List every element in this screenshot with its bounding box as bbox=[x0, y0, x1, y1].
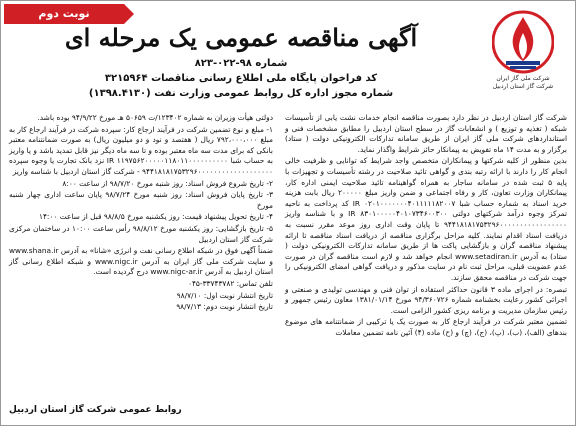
paragraph: دولتی هیأت وزیران به شماره ۱۲۳۴۰۲/ت ۵۰۶۵۹ هـ مورخ ۹۴/۹/۲۲ بوده باشد. bbox=[37, 113, 273, 122]
logo-line-1: شرکت ملی گاز ایران bbox=[496, 75, 550, 82]
ad-header bbox=[15, 23, 467, 99]
tender-code: کد فراخوان پایگاه ملی اطلاع رسانی مناقصات ۳۲۱۵۹۶۴ bbox=[104, 73, 378, 84]
ad-title: آگهی مناقصه عمومی یک مرحله ای bbox=[64, 23, 418, 52]
paragraph: ضمناً آگهی فوق در شبکه اطلاع رسانی نفت و انرژی «شانا» به آدرس www.shana.ir و سایت شرکت ملی گاز ایران به آدرس www.nigc.ir و شبکه اطلاع رسانی گاز استان اردبیل به آدرس www.nigc-ar.ir درج گردیده است. bbox=[9, 246, 273, 277]
paragraph: ۴- تاریخ تحویل پیشنهاد قیمت: روز یکشنبه مورخ ۹۸/۸/۵ قبل از ساعت ۱۴:۰۰ bbox=[38, 212, 273, 222]
left-column bbox=[9, 113, 273, 314]
paragraph: تلفن تماس: ۳۳۷۴۳۷۸۲-۰۴۵ bbox=[187, 278, 273, 288]
right-column bbox=[285, 113, 567, 339]
paragraph: تاریخ انتشار نوبت اول: ۹۸/۷/۱۰ bbox=[176, 290, 273, 300]
footer-signature: روابط عمومی شرکت گاز استان اردبیل bbox=[9, 405, 182, 415]
paragraph: ۱- مبلغ و نوع تضمین شرکت در فرآیند ارجاع کار: سپرده شرکت در فرآیند ارجاع کار به مبلغ ۷۹۲،۰۰۰،۰۰۰ ریال ( هفتصد و نود و دو میلیون ریال) به صورت ضمانتنامه معتبر بانکی که برای مدت سه ماه معتبر بوده و تا سه ماه دیگر نیز قابل تمدید باشد و یا واریز به حساب شبا IR ۱۱۹۷۵۶۲۰۰۰۰۰۱۱۸۰۱۱۰۰۰۰۰۰۰۰۰۰ نزد بانک تجارت یا وجوه سپرده ۹۴۴۱۸۱۸۱۷۵۳۲۹۶۰۰۰۰۰۰۰۰۰۰۰۰۰۰۰۰۰۰۰ - شرکت گاز استان اردبیل با شناسه واریز bbox=[9, 124, 273, 176]
paragraph: بدین منظور از کلیه شرکتها و پیمانکاران متخصص واجد شرایط که توانایی و ظرفیت خالی انجام کار را دارند با ارائه رتبه بندی و گواهی تائید صلاحیت در رشته تأسیسات و تجهیزات با پایه ۵ ثبت شده در سامانه ساجار به همراه گواهینامه تائید صلاحیت ایمنی اداره کار، پیمانکاران وزارت تعاون، کار و رفاه اجتماعی و ضمن واریز مبلغ ۲۰۰۰۰۰ ریال بابت هزینه خرید اسناد به شماره حساب شبا IR ۰۲۰۱۰۰۰۰۰۰۰۴۰۱۱۱۱۱۸۲۰۰۷ کد پرداخت به ناحیه تمرکز وجوه درآمد شرکتهای دولتی IR ۸۳۰۱۰۰۰۰۰۴۰۱۰۷۳۴۶۰۰۳۰۰ و با شناسه واریز ۹۴۴۱۸۱۸۱۷۵۳۲۹۶۰۰۰۰۰۰۰۰۰۰۰۰۰۰۰۰۰ تا پایان وقت اداری روز موعد مقرر نسبت به دریافت اسناد اقدام نمایند. کلیه مراحل برگزاری مناقصه از دریافت اسناد مناقصه تا ارائه پیشنهاد مناقصه گران و بازگشایی پاکت ها از طریق سامانه تدارکات الکترونیکی دولت ( ستاد) به آدرس www.setadiran.ir انجام خواهد شد و لازم است مناقصه گران در صورت عدم عضویت قبلی، مراحل ثبت نام در سایت مذکور و دریافت گواهی امضای الکترونیکی را جهت شرکت در مناقصه محقق سازند. bbox=[285, 156, 568, 282]
paragraph: ۵- تاریخ بازگشایی: روز یکشنبه مورخ ۹۸/۸/۱۲ رأس ساعت ۱۰:۰۰ در ساختمان مرکزی شرکت گاز استان اردبیل bbox=[9, 223, 273, 244]
paragraph: تضمین معتبر شرکت در فرآیند ارجاع کار به صورت یک یا ترکیبی از ضمانتنامه های موضوع بندهای (الف)، (ب)، (پ)، (ج)، (چ) و (ح) ماده (۴) آئین نامه تضمین معاملات bbox=[285, 317, 567, 337]
permit-number: شماره مجوز اداره کل روابط عمومی وزارت نفت (۱۳۹۸.۴۱۳۰) bbox=[88, 88, 394, 99]
paragraph: ۳- تاریخ پایان فروش اسناد: روز شنبه مورخ ۹۸/۷/۲۴ پایان ساعت اداری چهار شنبه مورخ bbox=[9, 190, 273, 210]
tender-number: شماره ۹۸-۰۲۲-۸۲۳ bbox=[194, 58, 288, 69]
paragraph: تبصره: در اجرای ماده ۳ قانون حداکثر استفاده از توان فنی و مهندسی تولیدی و صنعتی و اجرائی کشور رعایت بخشنامه شماره ۹۴/۳۶۰۷۲۶ مورخ ۱۳۸۱/۰۱/۱۴ معاون رئیس جمهور و رئیس سازمان مدیریت و برنامه ریزی کشور الزامی است. bbox=[285, 284, 568, 315]
paragraph: تاریخ انتشار نوبت دوم: ۹۸/۷/۱۳ bbox=[176, 302, 273, 312]
logo-line-2: شرکت گاز استان اردبیل bbox=[492, 83, 554, 90]
issue-ribbon: نوبت دوم bbox=[4, 4, 124, 24]
paragraph: شرکت گاز استان اردبیل در نظر دارد بصورت مناقصه انجام خدمات نشت یابی از تأسیسات شبکه ( تغذیه و توزیع ) و انشعابات گاز در سطح استان اردبیل را مطابق مشخصات فنی و استانداردهای شرکت ملی گاز ایران از طریق سامانه تدارکات الکترونیکی دولت ( ستاد) برگزار و به مدت ۱۴ ماه تفویض به پیمانکار حائز شرایط واگذار نماید. bbox=[285, 113, 567, 154]
company-logo bbox=[479, 9, 567, 101]
paragraph: ۲- تاریخ شروع فروش اسناد: روز شنبه مورخ ۹۸/۷/۲۰ از ساعت ۸:۰۰ bbox=[62, 178, 273, 188]
gas-flame-icon bbox=[492, 9, 554, 75]
